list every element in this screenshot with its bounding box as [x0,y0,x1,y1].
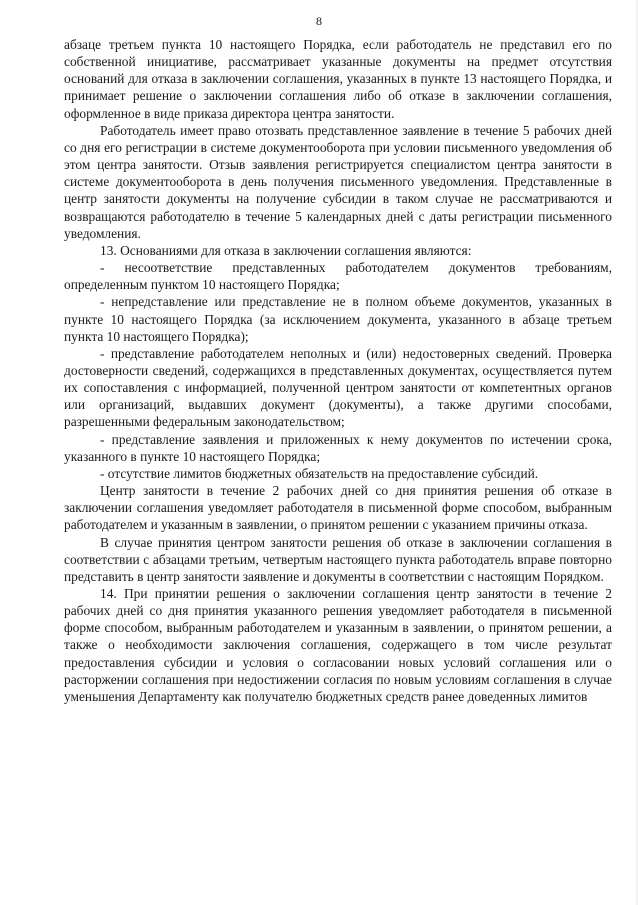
paragraph-continuation: абзаце третьем пункта 10 настоящего Порядка, если работодатель не представил его по собственной инициативе, рассматривает указанные документы на предмет отсутствия оснований для отказа в заключении соглашения, указанных в пункте 13 настоящего Порядка, и принимает решение о заключении соглашения либо об отказе в заключении соглашения, оформленное в виде приказа директора центра занятости. [64,37,612,121]
paragraph-resubmission: В случае принятия центром занятости решения об отказе в заключении соглашения в соответствии с абзацами третьим, четвертым настоящего пункта работодатель вправе повторно представить в центр занятости заявление и документы в соответствии с настоящим Порядком. [64,534,612,584]
paragraph-withdrawal: Работодатель имеет право отозвать представленное заявление в течение 5 рабочих дней со дня его регистрации в системе документооборота при условии письменного уведомления об этом центра занятости. Отзыв заявления регистрируется специалистом центра занятости в системе документооборота в день получения письменного уведомления. Представленные в центр занятости документы на получение субсидии в таком случае не рассматриваются и возвращаются работодателю в течение 5 календарных дней с даты регистрации письменного уведомления. [64,122,612,241]
page-number: 8 [316,14,322,28]
list-item-refusal-4: - представление заявления и приложенных к нему документов по истечении срока, указанного в пункте 10 настоящего Порядка; [64,431,612,464]
list-item-refusal-3: - представление работодателем неполных и (или) недостоверных сведений. Проверка достоверности сведений, содержащихся в представленных документах, осуществляется путем их сопоставления с информацией, полученной центром занятости от компетентных органов или организаций, выдавших документ (документы), а также другими способами, разрешенными федеральным законодательством; [64,345,612,430]
document-body [64,36,612,705]
list-item-refusal-2: - непредставление или представление не в полном объеме документов, указанных в пункте 10 настоящего Порядка (за исключением документа, указанного в абзаце третьем пункта 10 настоящего Порядка); [64,294,612,344]
paragraph-clause-14: 14. При принятии решения о заключении соглашения центр занятости в течение 2 рабочих дней со дня принятия указанного решения уведомляет работодателя в письменной форме способом, выбранным работодателем и указанным в заявлении, о принятом решении, а также о необходимости заключения соглашения, содержащего в том числе результат предоставления субсидии и условия о согласовании новых условий соглашения или о расторжении соглашения при недостижении согласия по новым условиям соглашения в случае уменьшения Департаменту как получателю бюджетных средств ранее доведенных лимитов [64,586,612,704]
paragraph-refusal-notice: Центр занятости в течение 2 рабочих дней со дня принятия решения об отказе в заключении соглашения уведомляет работодателя в письменной форме способом, выбранным работодателем и указанным в заявлении, о принятом решении с указанием причины отказа. [64,483,612,533]
list-item-refusal-5: - отсутствие лимитов бюджетных обязательств на предоставление субсидий. [100,465,539,481]
list-item-refusal-1: - несоответствие представленных работодателем документов требованиям, определенным пунктом 10 настоящего Порядка; [64,260,612,293]
paragraph-clause-13: 13. Основаниями для отказа в заключении соглашения являются: [100,242,472,258]
